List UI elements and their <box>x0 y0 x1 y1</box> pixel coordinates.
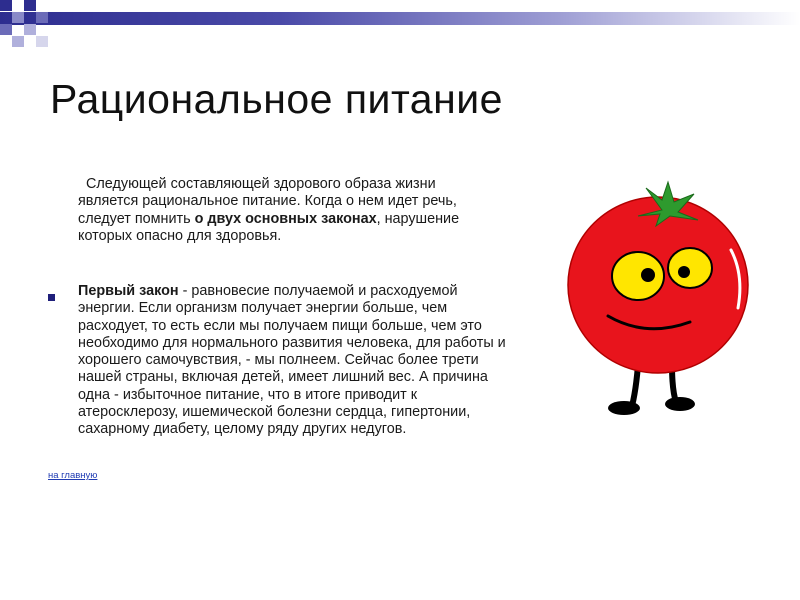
header-square <box>12 36 24 47</box>
header-square <box>36 36 48 47</box>
tomato-character-icon <box>566 180 766 430</box>
first-law-paragraph <box>78 283 508 439</box>
bullet-square-icon <box>48 294 55 301</box>
header-square <box>24 0 36 11</box>
decorative-header-bar <box>0 0 800 52</box>
header-square <box>0 0 12 11</box>
intro-paragraph <box>78 176 483 245</box>
intro-text-end: , нарушение которых опасно для здоровья. <box>78 210 460 244</box>
header-square <box>36 12 48 23</box>
home-link[interactable]: на главную <box>48 470 98 481</box>
intro-text: Следующей составляющей здорового образа жизни является рациональное питание. Когда о нем идет речь, следует помнить <box>78 176 457 227</box>
first-law-heading: Первый закон <box>78 283 179 299</box>
tomato-illustration <box>566 180 766 430</box>
intro-bold-text: о двух основных законах <box>194 210 377 227</box>
header-gradient-band <box>0 12 800 25</box>
first-law-text: - равновесие получаемой и расходуемой энергии. Если организм получает энергии больше, чем расходует, то есть если мы получаем пищи больше, чем это необходимо для нормального развития человека, для работы и хорошего самочувствия, - мы полнеем. Сейчас более трети нашей страны, включая детей, имеет лишний вес. А причина одна - избыточное питание, что в итоге приводит к атеросклерозу, ишемической болезни сердца, гипертонии, сахарному диабету, целому ряду других недугов. <box>78 283 506 438</box>
header-square <box>24 24 36 35</box>
page-title: Рациональное питание <box>50 76 503 122</box>
header-square <box>0 24 12 35</box>
header-square <box>12 12 24 23</box>
